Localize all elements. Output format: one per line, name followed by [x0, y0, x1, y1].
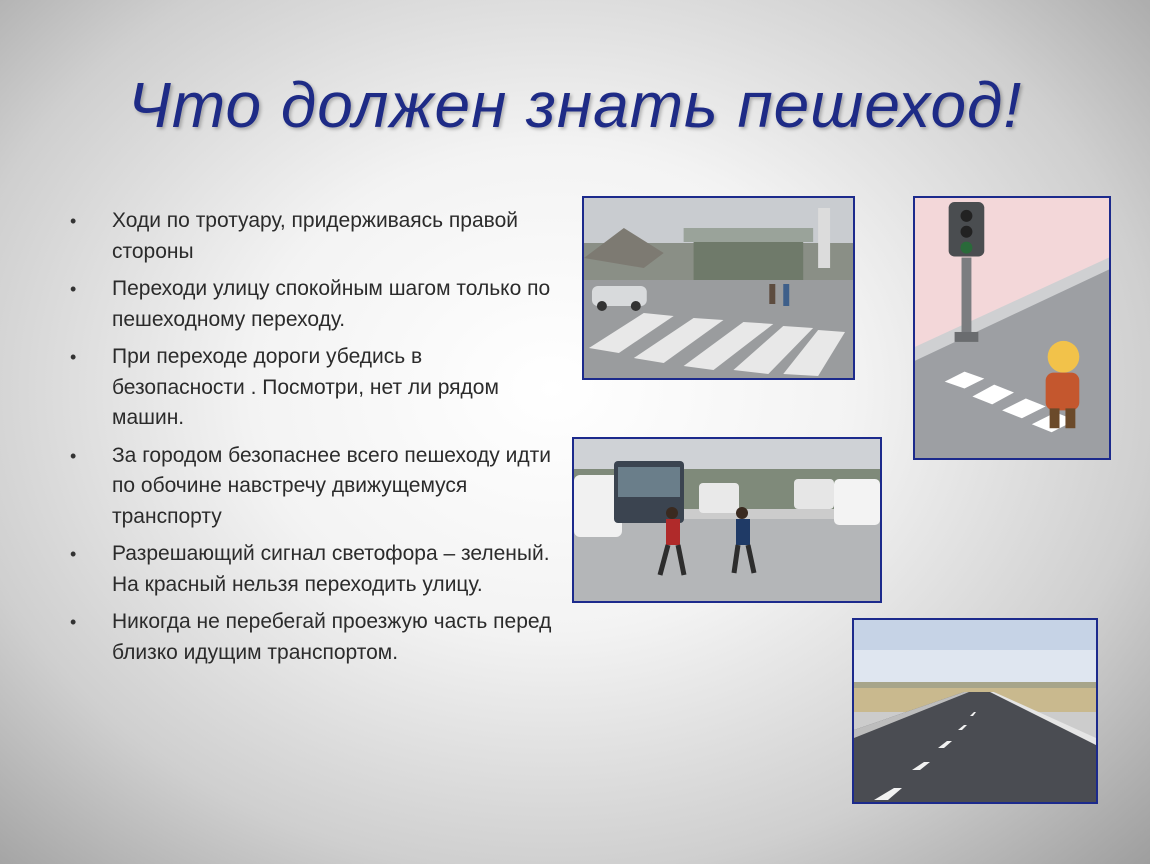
bullet-item: • При переходе дороги убедись в безопасности . Посмотри, нет ли рядом машин. — [70, 342, 560, 434]
country-road-photo — [852, 618, 1098, 804]
bullet-item: • За городом безопаснее всего пешеходу идти по обочине навстречу движущемуся транспорту — [70, 441, 560, 533]
traffic-light-illustration — [913, 196, 1111, 460]
bullet-item: • Переходи улицу спокойным шагом только по пешеходному переходу. — [70, 274, 560, 335]
bullet-item: • Разрешающий сигнал светофора – зеленый. На красный нельзя переходить улицу. — [70, 539, 560, 600]
crosswalk-village-photo — [582, 196, 855, 380]
slide-title: Что должен знать пешеход! — [127, 69, 1023, 141]
bullet-list — [70, 206, 560, 675]
bullet-item: • Ходи по тротуару, придерживаясь правой стороны — [70, 206, 560, 267]
children-crossing-photo — [572, 437, 882, 603]
bullet-item: • Никогда не перебегай проезжую часть перед близко идущим транспортом. — [70, 607, 560, 668]
